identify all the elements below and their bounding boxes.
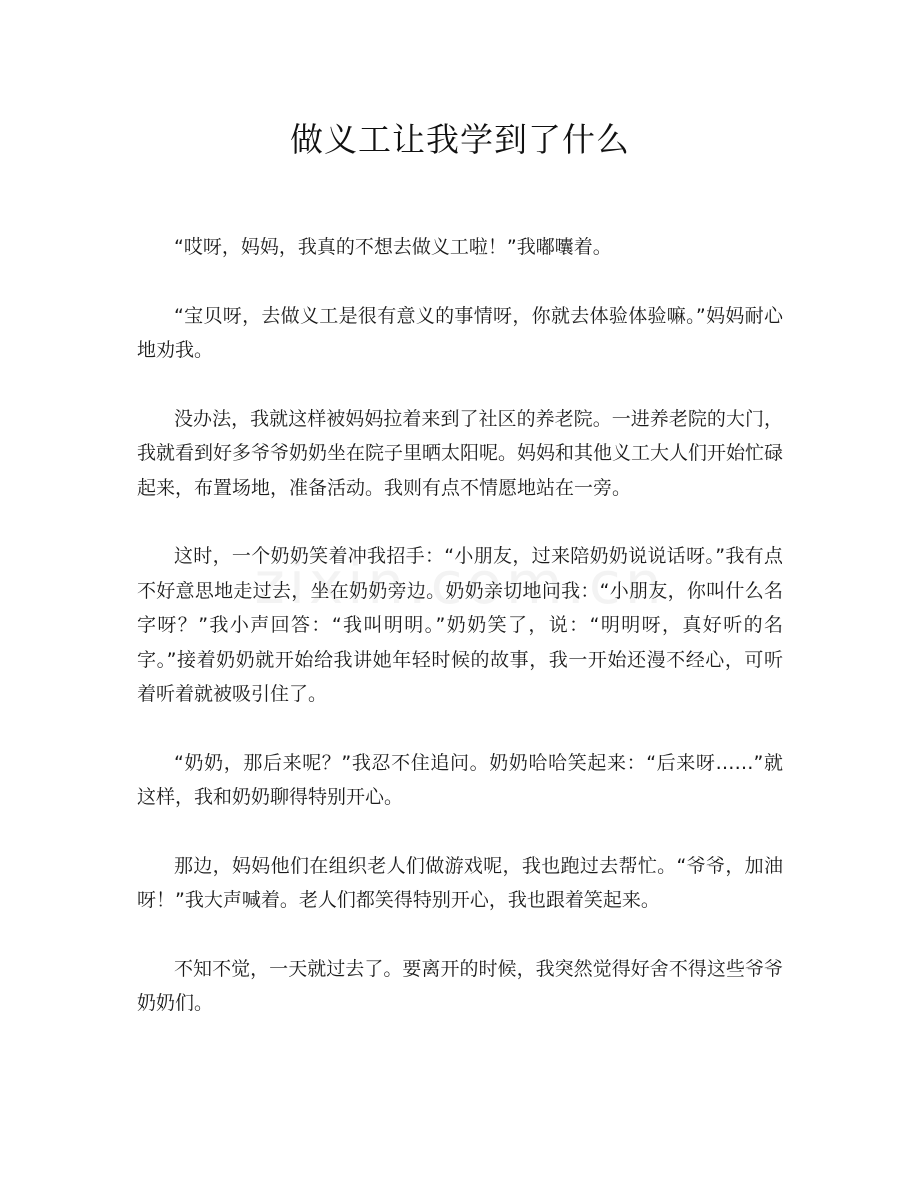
paragraph-2: “宝贝呀，去做义工是很有意义的事情呀，你就去体验体验嘛。”妈妈耐心地劝我。 (137, 304, 783, 361)
paragraph-1: “哎呀，妈妈，我真的不想去做义工啦！”我嘟囔着。 (174, 236, 612, 258)
paragraph-3: 没办法，我就这样被妈妈拉着来到了社区的养老院。一进养老院的大门，我就看到好多爷爷奶奶坐在院子里晒太阳呢。妈妈和其他义工大人们开始忙碌起来，布置场地，准备活动。我则有点不情愿地站在一旁。 (137, 407, 784, 499)
paragraph-7: 不知不觉，一天就过去了。要离开的时候，我突然觉得好舍不得这些爷爷奶奶们。 (137, 957, 783, 1014)
paragraph-4: 这时，一个奶奶笑着冲我招手：“小朋友，过来陪奶奶说说话呀。”我有点不好意思地走过去，坐在奶奶旁边。奶奶亲切地问我：“小朋友，你叫什么名字呀？”我小声回答：“我叫明明。”奶奶笑了，说：“明明呀，真好听的名字。”接着奶奶就开始给我讲她年轻时候的故事，我一开始还漫不经心，可听着听着就被吸引住了。 (137, 545, 783, 705)
document-title: 做义工让我学到了什么 (290, 120, 630, 159)
document-body (137, 230, 783, 1055)
paragraph-6: 那边，妈妈他们在组织老人们做游戏呢，我也跑过去帮忙。“爷爷，加油呀！”我大声喊着。老人们都笑得特别开心，我也跟着笑起来。 (137, 854, 783, 911)
paragraph-5: “奶奶，那后来呢？”我忍不住追问。奶奶哈哈笑起来：“后来呀……”就这样，我和奶奶聊得特别开心。 (137, 751, 783, 808)
